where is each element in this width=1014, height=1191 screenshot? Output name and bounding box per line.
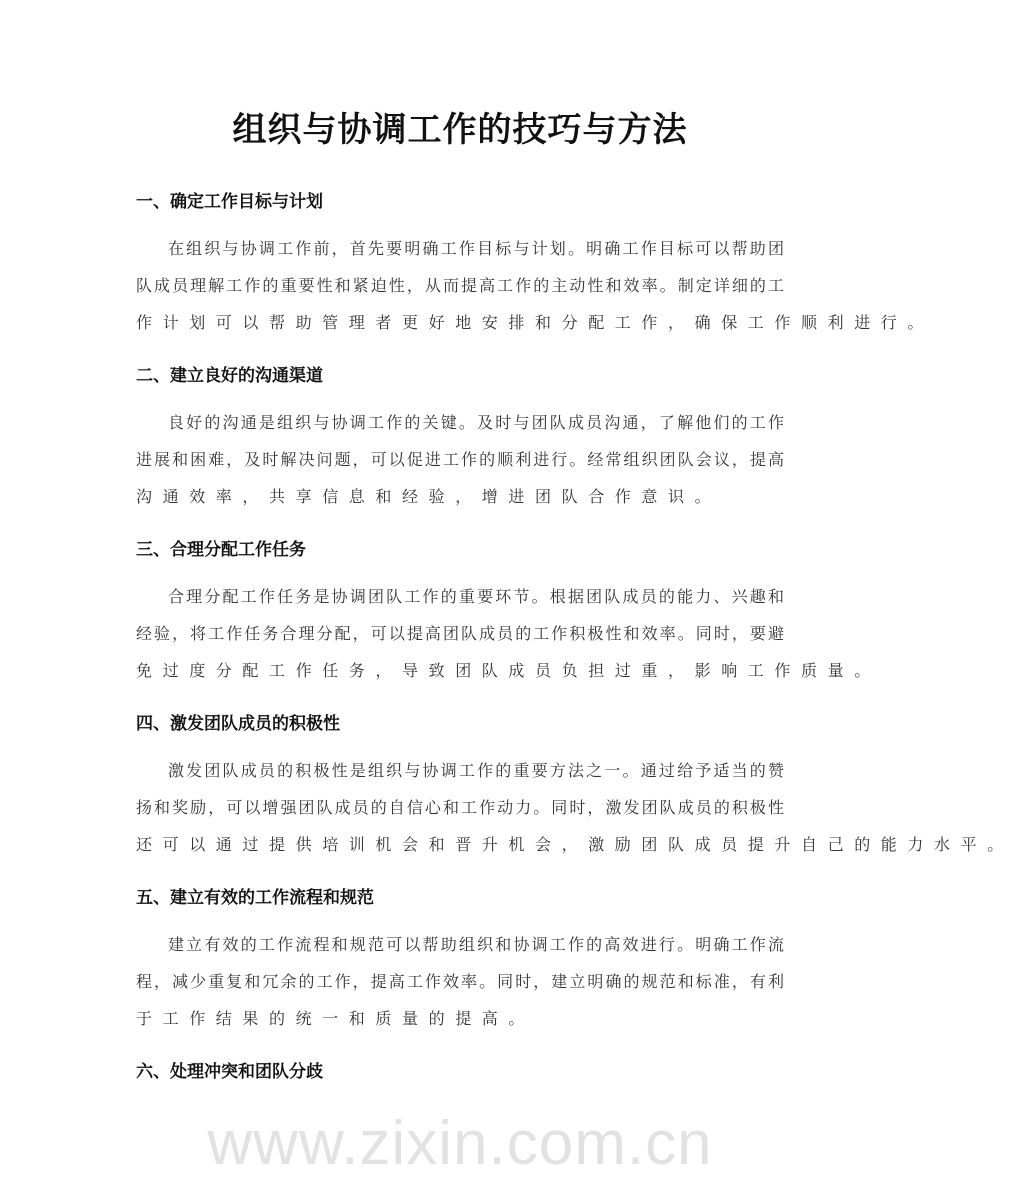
- paragraph-line: 进展和困难，及时解决问题，可以促进工作的顺利进行。经常组织团队会议，提高: [136, 450, 784, 469]
- document-title: 组织与协调工作的技巧与方法: [232, 110, 688, 150]
- section: [136, 1054, 784, 1090]
- section-paragraph: [136, 578, 881, 689]
- section: [136, 706, 1014, 863]
- paragraph-line: 作计划可以帮助管理者更好地安排和分配工作，确保工作顺利进行。: [136, 313, 935, 332]
- paragraph-line: 合理分配工作任务是协调团队工作的重要环节。根据团队成员的能力、兴趣和: [168, 587, 784, 606]
- section: [136, 184, 935, 341]
- paragraph-line: 队成员理解工作的重要性和紧迫性，从而提高工作的主动性和效率。制定详细的工: [136, 276, 784, 295]
- paragraph-line: 沟通效率，共享信息和经验，增进团队合作意识。: [136, 487, 722, 506]
- paragraph-line: 激发团队成员的积极性是组织与协调工作的重要方法之一。通过给予适当的赞: [168, 761, 784, 780]
- section-heading: 四、激发团队成员的积极性: [136, 714, 340, 734]
- section-heading: 三、合理分配工作任务: [136, 540, 306, 560]
- watermark: www.zixin.com.cn: [207, 1109, 713, 1178]
- section-paragraph: [136, 404, 784, 515]
- section-paragraph: [136, 752, 1014, 863]
- paragraph-line: 还可以通过提供培训机会和晋升机会，激励团队成员提升自己的能力水平。: [136, 835, 1014, 854]
- section-paragraph: [136, 230, 935, 341]
- document-body: [136, 184, 1014, 1100]
- paragraph-line: 于工作结果的统一和质量的提高。: [136, 1009, 536, 1028]
- paragraph-line: 经验，将工作任务合理分配，可以提高团队成员的工作积极性和效率。同时，要避: [136, 624, 784, 643]
- section: [136, 358, 784, 515]
- section: [136, 880, 784, 1037]
- section: [136, 532, 881, 689]
- section-heading: 一、确定工作目标与计划: [136, 192, 323, 212]
- paragraph-line: 良好的沟通是组织与协调工作的关键。及时与团队成员沟通，了解他们的工作: [168, 413, 784, 432]
- paragraph-line: 扬和奖励，可以增强团队成员的自信心和工作动力。同时，激发团队成员的积极性: [136, 798, 784, 817]
- paragraph-line: 程，减少重复和冗余的工作，提高工作效率。同时，建立明确的规范和标准，有利: [136, 972, 784, 991]
- section-heading: 五、建立有效的工作流程和规范: [136, 888, 374, 908]
- paragraph-line: 免过度分配工作任务，导致团队成员负担过重，影响工作质量。: [136, 661, 881, 680]
- section-heading: 二、建立良好的沟通渠道: [136, 366, 323, 386]
- paragraph-line: 在组织与协调工作前，首先要明确工作目标与计划。明确工作目标可以帮助团: [168, 239, 784, 258]
- section-heading: 六、处理冲突和团队分歧: [136, 1062, 323, 1082]
- paragraph-line: 建立有效的工作流程和规范可以帮助组织和协调工作的高效进行。明确工作流: [168, 935, 784, 954]
- section-paragraph: [136, 926, 784, 1037]
